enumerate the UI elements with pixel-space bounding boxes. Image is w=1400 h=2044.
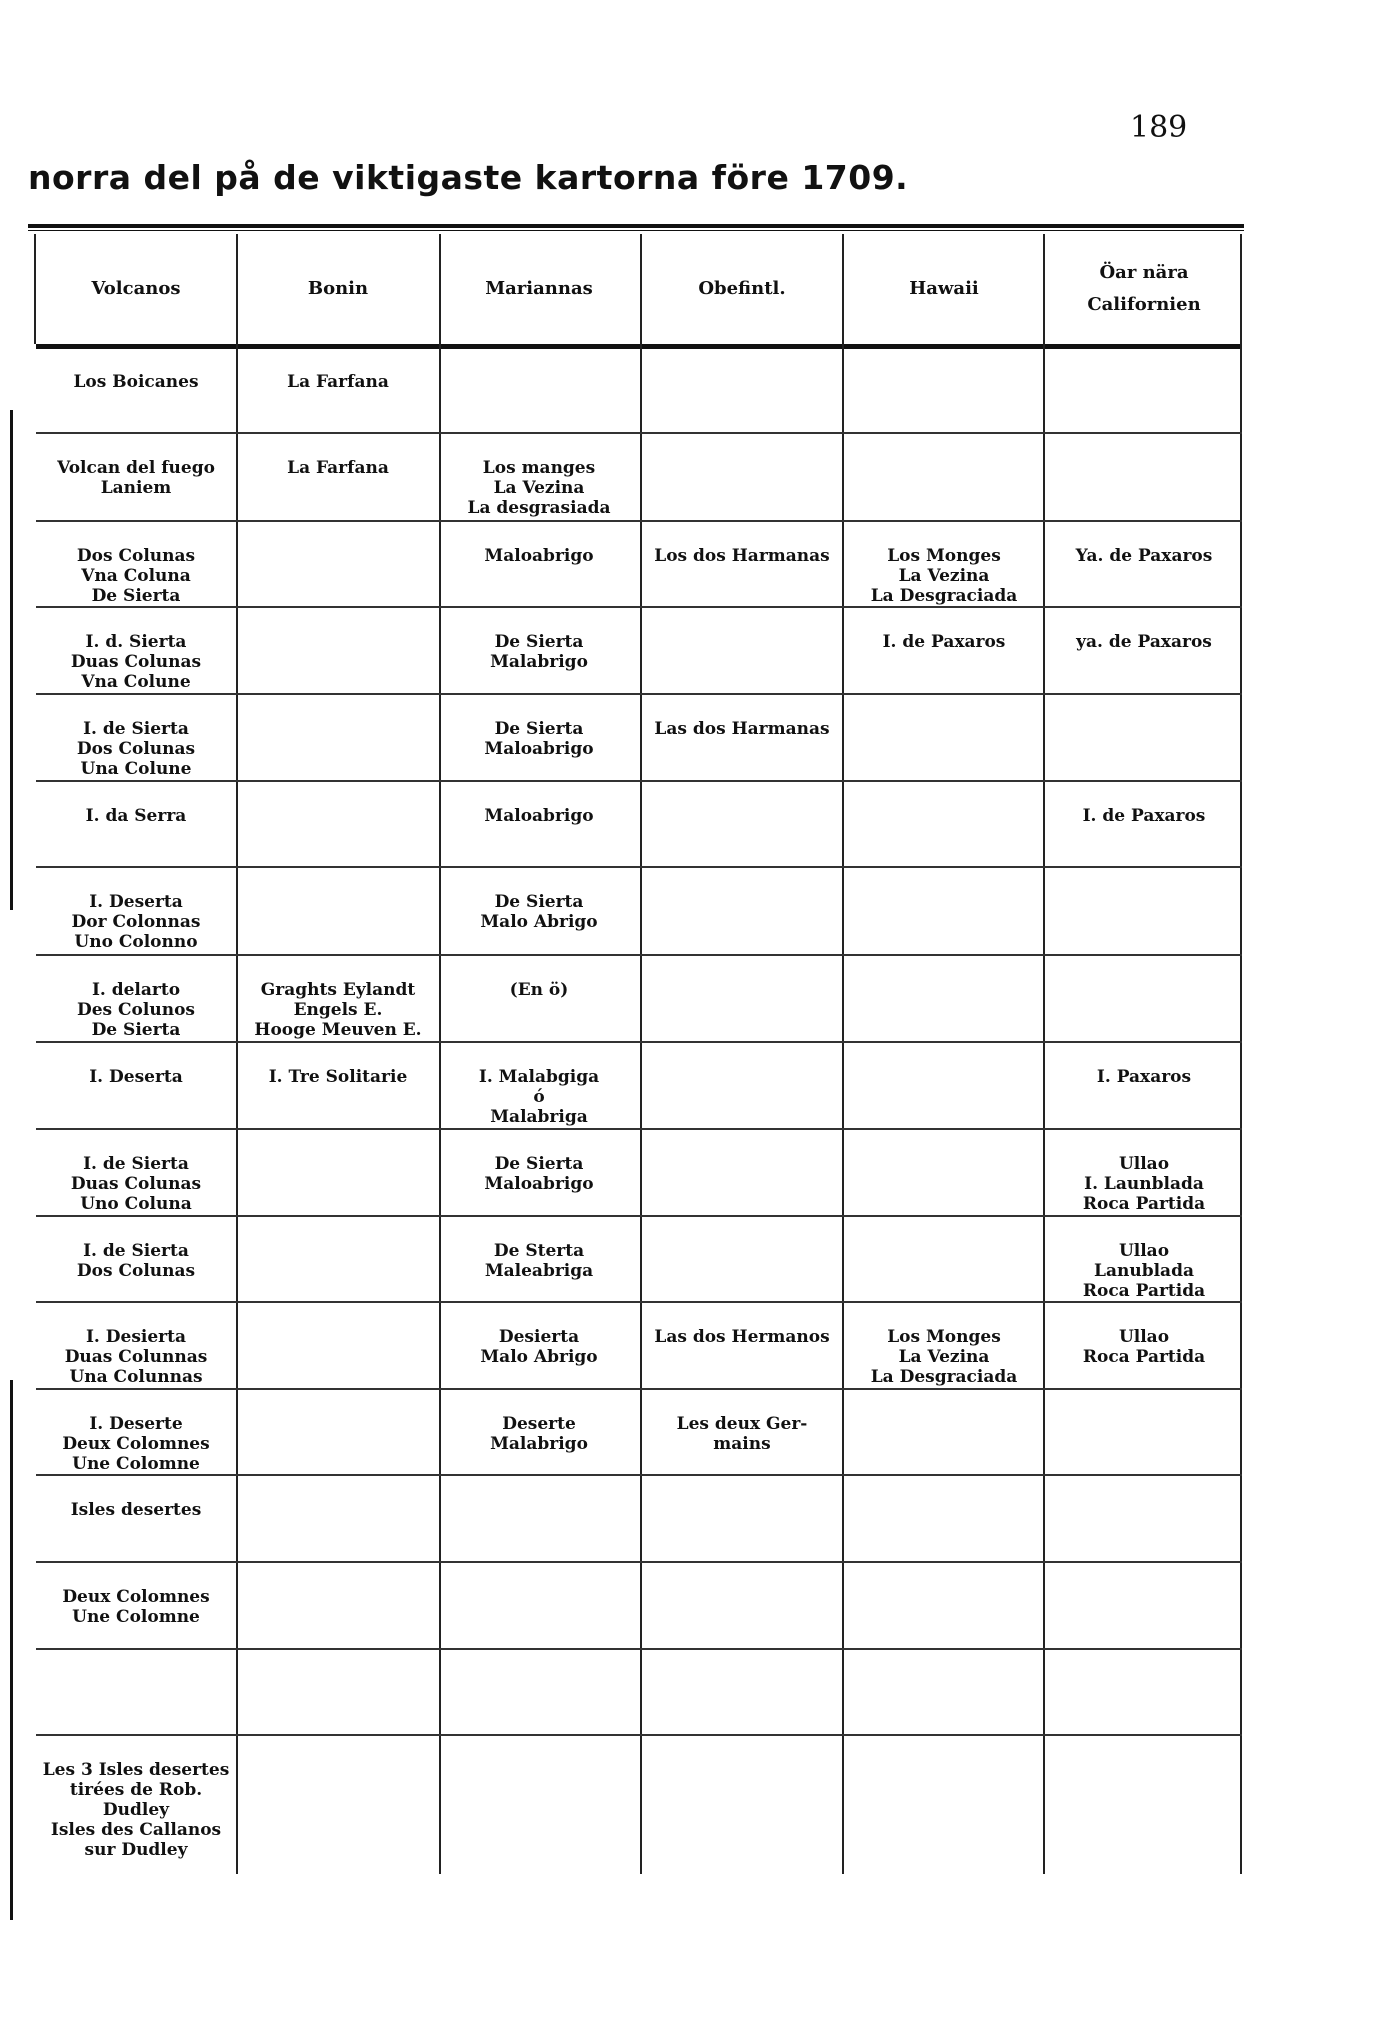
table-cell: Graghts Eylandt Engels E. Hooge Meuven E.: [254, 980, 422, 1040]
table-row: [36, 350, 1242, 436]
table-cell: (En ö): [509, 980, 569, 1000]
table-cell: [642, 1565, 842, 1587]
table-cell: I. Deserta: [89, 1067, 183, 1087]
table-cell: I. Malabgiga ó Malabriga: [478, 1067, 600, 1127]
table-cell: Los Boicanes: [73, 372, 199, 392]
table-row: [36, 1565, 1242, 1652]
table-cell: [239, 1219, 437, 1241]
row-divider: [36, 606, 1242, 608]
table-cell: Deux Colomnes Une Colomne: [62, 1587, 210, 1627]
table-cell: [642, 1132, 842, 1154]
table-cell: Les 3 Isles desertes tirées de Rob. Dudley Isles des Callanos sur Dudley: [42, 1760, 230, 1860]
table-left-edge: [34, 234, 36, 344]
table-cell: I. Desierta Duas Colunnas Una Colunnas: [64, 1327, 208, 1387]
row-divider: [36, 1648, 1242, 1650]
table-cell: Isles desertes: [70, 1500, 202, 1520]
table-cell: [239, 524, 437, 546]
table-cell: [239, 1738, 437, 1760]
table-cell: Deserte Malabrigo: [490, 1414, 588, 1454]
table-cell: Los manges La Vezina La desgrasiada: [467, 458, 611, 518]
table-row: [36, 697, 1242, 784]
table-cell: [642, 870, 842, 892]
table-cell: Ya. de Paxaros: [1075, 546, 1213, 566]
table-cell: [1046, 958, 1242, 980]
row-divider: [36, 954, 1242, 956]
table-cell: Ullao I. Launblada Roca Partida: [1082, 1154, 1206, 1214]
table-cell: [845, 436, 1043, 458]
column-header-obefintl: Obefintl.: [698, 277, 786, 299]
column-header-mariannas: Mariannas: [485, 277, 593, 299]
table-cell: [845, 1652, 1043, 1674]
table-row: [36, 958, 1242, 1045]
table-row: [36, 1132, 1242, 1219]
table-cell: [239, 1392, 437, 1414]
table-cell: [845, 1565, 1043, 1587]
table-cell: De Sierta Maloabrigo: [484, 719, 594, 759]
table-cell: [845, 870, 1043, 892]
table-cell: I. de Paxaros: [1082, 806, 1206, 826]
table-cell: I. Deserte Deux Colomnes Une Colomne: [62, 1414, 210, 1474]
table-row: [36, 1738, 1242, 1870]
header-rule: [36, 344, 1242, 349]
table-cell: [845, 350, 1043, 372]
row-divider: [36, 1734, 1242, 1736]
table-cell: [845, 1738, 1043, 1760]
table-cell: [642, 1478, 842, 1500]
table-cell: I. de Sierta Duas Colunas Uno Coluna: [70, 1154, 202, 1214]
table-cell: [440, 1652, 638, 1674]
table-cell: [1046, 1738, 1242, 1760]
row-divider: [36, 1041, 1242, 1043]
table-cell: De Sierta Maloabrigo: [484, 1154, 594, 1194]
table-cell: I. da Serra: [85, 806, 187, 826]
table-cell: [845, 697, 1043, 719]
row-divider: [36, 1561, 1242, 1563]
table-cell: [239, 1478, 437, 1500]
table-cell: [642, 610, 842, 632]
table-cell: I. Paxaros: [1096, 1067, 1192, 1087]
table-cell: [1046, 1652, 1242, 1674]
row-divider: [36, 866, 1242, 868]
table-cell: La Farfana: [287, 458, 389, 478]
table-cell: De Sierta Malo Abrigo: [480, 892, 598, 932]
table-cell: Volcan del fuego Laniem: [57, 458, 215, 498]
table-cell: [642, 958, 842, 980]
table-cell: [1046, 1392, 1242, 1414]
table-cell: [642, 1738, 842, 1760]
table-cell: [642, 1652, 842, 1674]
table-row: [36, 1392, 1242, 1478]
row-divider: [36, 780, 1242, 782]
row-divider: [36, 693, 1242, 695]
row-divider: [36, 1301, 1242, 1303]
table-cell: [440, 1478, 638, 1500]
table-row: [36, 1652, 1242, 1738]
table-cell: De Sterta Maleabriga: [484, 1241, 594, 1281]
table-cell: I. Deserta Dor Colonnas Uno Colonno: [71, 892, 201, 952]
top-rule: [28, 224, 1244, 228]
column-header-bonin: Bonin: [307, 277, 369, 299]
table-cell: [642, 350, 842, 372]
table-row: [36, 1045, 1242, 1132]
table-cell: Les deux Ger- mains: [676, 1414, 808, 1454]
column-header-hawaii: Hawaii: [909, 277, 979, 299]
table-cell: Los dos Harmanas: [654, 546, 830, 566]
table-cell: La Farfana: [287, 372, 389, 392]
table-cell: Ullao Lanublada Roca Partida: [1082, 1241, 1206, 1301]
table-cell: [239, 1132, 437, 1154]
table-row: [36, 1478, 1242, 1565]
table-cell: ya. de Paxaros: [1076, 632, 1212, 652]
table-row: [36, 610, 1242, 697]
table-cell: [642, 784, 842, 806]
table-row: [36, 1219, 1242, 1305]
table-cell: [1046, 1565, 1242, 1587]
table-cell: I. d. Sierta Duas Colunas Vna Colune: [70, 632, 202, 692]
table-cell: Ullao Roca Partida: [1082, 1327, 1206, 1367]
table-row: [36, 870, 1242, 958]
column-header-volcanos: Volcanos: [91, 277, 181, 299]
table-cell: [239, 697, 437, 719]
table-cell: Las dos Hermanos: [654, 1327, 830, 1347]
table-cell: De Sierta Malabrigo: [490, 632, 588, 672]
table-cell: [36, 1652, 236, 1674]
table-cell: I. de Sierta Dos Colunas: [76, 1241, 196, 1281]
table-cell: [239, 870, 437, 892]
table-row: [36, 784, 1242, 870]
table-cell: I. delarto Des Colunos De Sierta: [76, 980, 195, 1040]
table-cell: [239, 1565, 437, 1587]
column-header-californien: Öar nära Californien: [1087, 261, 1201, 315]
row-divider: [36, 1388, 1242, 1390]
table-cell: I. Tre Solitarie: [268, 1067, 408, 1087]
top-rule-thin: [28, 230, 1244, 231]
table-cell: [440, 1565, 638, 1587]
page-title: norra del på de viktigaste kartorna före 1709.: [28, 158, 909, 197]
table-cell: [642, 1219, 842, 1241]
table-cell: [1046, 870, 1242, 892]
table-cell: [239, 784, 437, 806]
table-cell: [845, 1219, 1043, 1241]
table-cell: [845, 1478, 1043, 1500]
table-cell: Desierta Malo Abrigo: [480, 1327, 598, 1367]
table-cell: [845, 1045, 1043, 1067]
table-cell: [1046, 436, 1242, 458]
table-cell: [1046, 1478, 1242, 1500]
margin-mark: [10, 1380, 13, 1920]
table-cell: [845, 1392, 1043, 1414]
table-cell: [845, 958, 1043, 980]
table-cell: [845, 1132, 1043, 1154]
page-number: 189: [1130, 110, 1188, 145]
table-cell: [1046, 350, 1242, 372]
table-cell: Maloabrigo: [484, 546, 594, 566]
table-cell: Los Monges La Vezina La Desgraciada: [870, 546, 1018, 606]
row-divider: [36, 1128, 1242, 1130]
table-cell: Las dos Harmanas: [654, 719, 830, 739]
table-cell: Los Monges La Vezina La Desgraciada: [870, 1327, 1018, 1387]
row-divider: [36, 520, 1242, 522]
table-cell: [440, 350, 638, 372]
table-cell: [642, 436, 842, 458]
table-cell: [440, 1738, 638, 1760]
table-cell: [239, 1652, 437, 1674]
table-cell: [239, 1305, 437, 1327]
table-row: [36, 1305, 1242, 1392]
table-cell: [642, 1045, 842, 1067]
table-row: [36, 524, 1242, 610]
table-cell: Dos Colunas Vna Coluna De Sierta: [76, 546, 196, 606]
row-divider: [36, 432, 1242, 434]
table-cell: [1046, 697, 1242, 719]
table-cell: [845, 784, 1043, 806]
row-divider: [36, 1215, 1242, 1217]
margin-mark: [10, 410, 13, 910]
table-row: [36, 436, 1242, 524]
table-header: [36, 234, 1242, 344]
table-cell: Maloabrigo: [484, 806, 594, 826]
table-cell: I. de Sierta Dos Colunas Una Colune: [76, 719, 196, 779]
table-cell: I. de Paxaros: [882, 632, 1006, 652]
table-cell: [239, 610, 437, 632]
row-divider: [36, 1474, 1242, 1476]
